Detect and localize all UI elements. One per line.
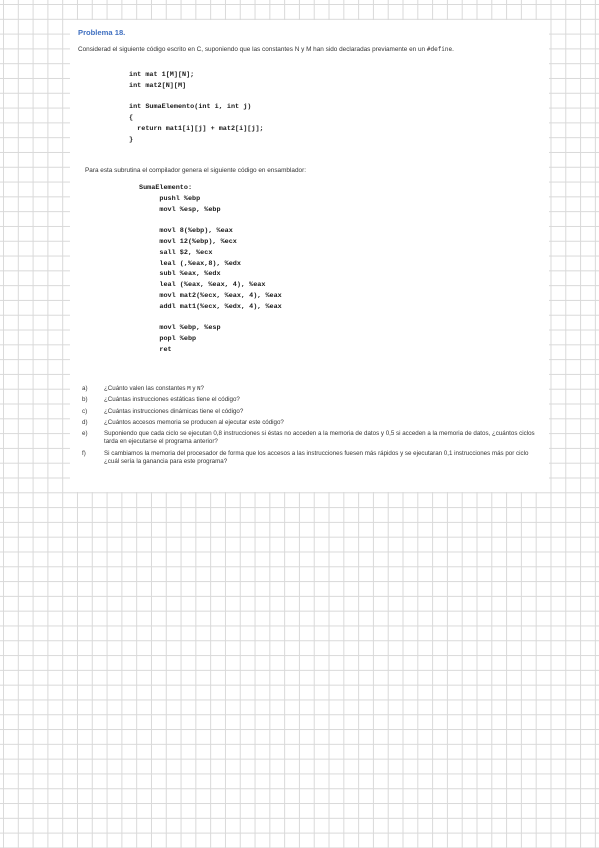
asm-code-line: movl mat2(%ecx, %eax, 4), %eax xyxy=(139,291,282,300)
asm-code-line: ret xyxy=(139,345,172,354)
asm-code-block xyxy=(139,183,282,356)
question-item xyxy=(76,430,542,446)
asm-code-line: leal (%eax, %eax, 4), %eax xyxy=(139,281,266,290)
c-code-line xyxy=(129,92,264,103)
c-code-line: int SumaElemento(int i, int j) xyxy=(129,103,252,112)
question-text: y xyxy=(190,385,198,392)
asm-intro: Para esta subrutina el compilador genera el siguiente código en ensamblador: xyxy=(85,167,306,174)
asm-code-line: movl %ebp, %esp xyxy=(139,324,221,333)
question-list xyxy=(76,385,542,469)
define-keyword: #define xyxy=(426,46,453,53)
problem-title: Problema 18. xyxy=(78,28,126,37)
intro-text: Considerad el siguiente código escrito en C, suponiendo que las constantes N y M han sido declaradas previamente en un xyxy=(78,46,427,53)
c-code-line: return mat1[i][j] + mat2[i][j]; xyxy=(129,124,264,133)
asm-code-line: movl 12(%ebp), %ecx xyxy=(139,237,237,246)
question-item xyxy=(76,408,542,416)
constant-n: N xyxy=(197,386,201,392)
problem-intro xyxy=(78,45,538,55)
question-item xyxy=(76,419,542,427)
question-letter: c) xyxy=(82,407,88,415)
question-text: ¿Cuántas instrucciones dinámicas tiene el código? xyxy=(104,407,244,415)
asm-code-line: subl %eax, %edx xyxy=(139,270,221,279)
question-letter: a) xyxy=(82,385,88,392)
question-letter: b) xyxy=(82,396,88,404)
question-item xyxy=(76,450,542,466)
asm-code-line xyxy=(139,215,282,226)
question-text: ¿Cuántos accesos memoria se producen al ejecutar este código? xyxy=(104,418,284,426)
question-text: Si cambiamos la memoria del procesador de forma que los accesos a las instrucciones fuesen más rápidos y se ejecutaran 0,1 instrucciones más por ciclo ¿cuál sería la ganancia para este programa? xyxy=(104,449,529,465)
asm-code-line xyxy=(139,313,282,324)
asm-code-line: popl %ebp xyxy=(139,335,197,344)
intro-end: . xyxy=(452,46,454,53)
question-text: ¿Cuántas instrucciones estáticas tiene el código? xyxy=(104,396,240,404)
c-code-line: } xyxy=(129,135,134,144)
asm-code-line: sall $2, %ecx xyxy=(139,248,213,257)
question-text: ? xyxy=(200,385,204,392)
c-code-block xyxy=(129,70,264,146)
c-code-line: { xyxy=(129,114,134,123)
question-item xyxy=(76,396,542,404)
asm-code-line: pushl %ebp xyxy=(139,194,201,203)
c-code-line: int mat2[N][M] xyxy=(129,81,187,90)
question-text: Suponiendo que cada ciclo se ejecutan 0,8 instrucciones si éstas no acceden a la memoria de datos y 0,5 si acceden a la memoria de datos, ¿cuántos ciclos tarda en ejecutarse el programa anterior? xyxy=(104,430,535,446)
asm-code-line: movl %esp, %ebp xyxy=(139,205,221,214)
asm-code-line: movl 8(%ebp), %eax xyxy=(139,227,233,236)
asm-code-line: addl mat1(%ecx, %edx, 4), %eax xyxy=(139,302,282,311)
question-text: ¿Cuánto valen las constantes xyxy=(104,385,188,392)
asm-code-line: SumaElemento: xyxy=(139,184,193,192)
constant-m: M xyxy=(187,386,191,392)
problem-sheet xyxy=(70,20,549,492)
question-letter: e) xyxy=(82,430,88,438)
question-letter: f) xyxy=(82,449,86,457)
asm-code-line: leal (,%eax,8), %edx xyxy=(139,259,241,268)
question-letter: d) xyxy=(82,418,88,426)
question-item xyxy=(76,385,542,393)
c-code-line: int mat 1[M][N]; xyxy=(129,71,195,79)
